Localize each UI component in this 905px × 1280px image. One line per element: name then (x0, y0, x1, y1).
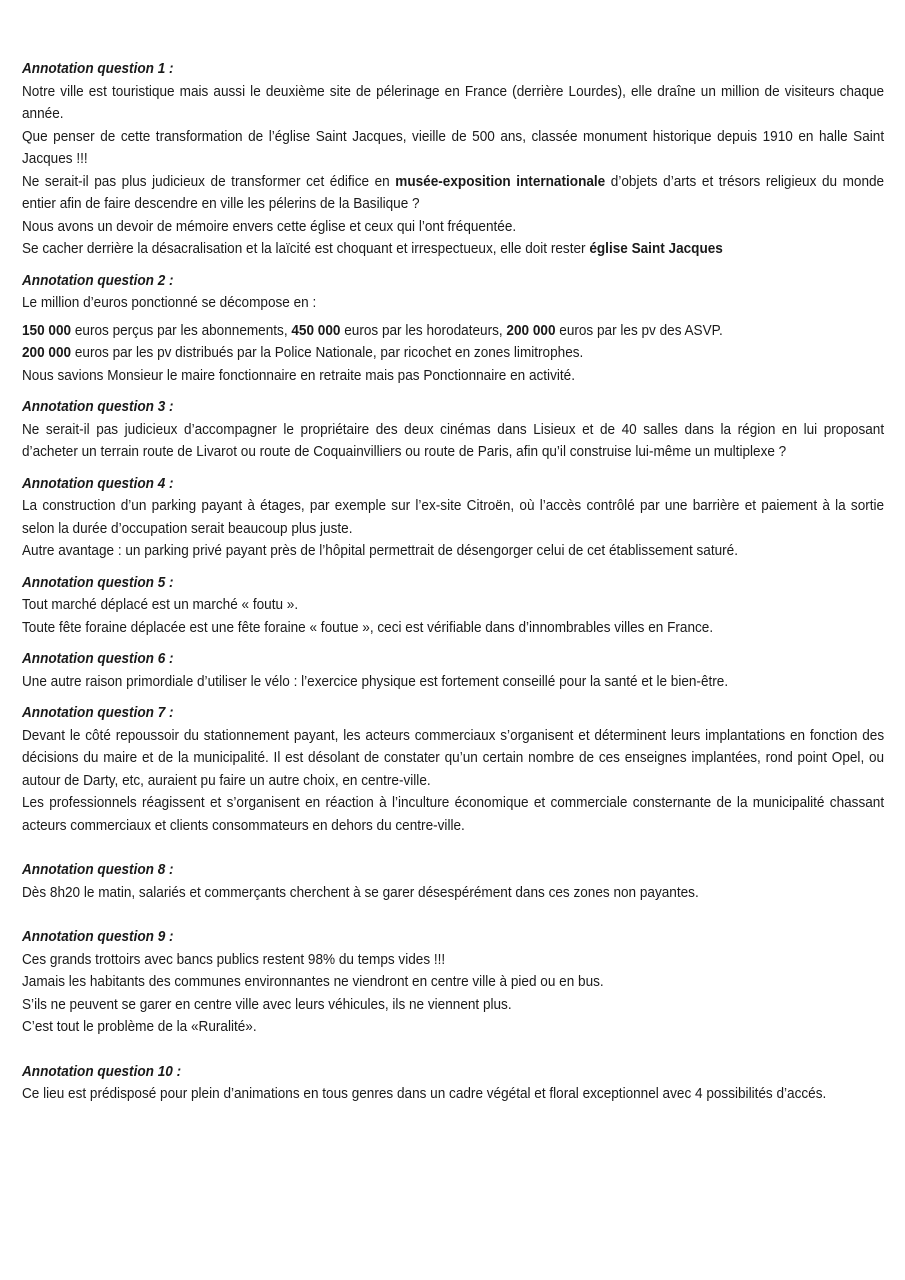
paragraph: S’ils ne peuvent se garer en centre ville avec leurs véhicules, ils ne viennent plus. (22, 996, 512, 1013)
annotation-heading: Annotation question 4 : (22, 475, 174, 492)
paragraph (22, 320, 884, 343)
annotation-4 (22, 473, 884, 563)
paragraph: Le million d’euros ponctionné se décompose en : (22, 295, 317, 311)
annotation-heading: Annotation question 8 : (22, 862, 174, 878)
paragraph: Une autre raison primordiale d’utiliser le vélo : l’exercice physique est fortement conseillé pour la santé et le bien-être. (22, 673, 729, 690)
paragraph: Dès 8h20 le matin, salariés et commerçants cherchent à se garer désespérément dans ces zones non payantes. (22, 884, 699, 901)
annotation-heading: Annotation question 9 : (22, 929, 174, 945)
paragraph: Devant le côté repoussoir du stationnement payant, les acteurs commerciaux s’organisent et déterminent leurs implantations en fonction des décisions du maire et de la municipalité. Il est désolant de constater qu’un certain nombre de ces enseignes implantées, rond point Opel, ou autour de Darty, etc, auraient pu faire un autre choix, en centre-ville. (22, 727, 885, 789)
annotation-heading: Annotation question 2 : (22, 272, 174, 289)
paragraph: Jamais les habitants des communes environnantes ne viendront en centre ville à pied ou en bus. (22, 974, 604, 990)
annotation-3 (22, 396, 884, 464)
annotation-8 (22, 859, 884, 904)
bold-amount: 200 000 (22, 345, 72, 361)
paragraph: Ne serait-il pas judicieux d’accompagner le propriétaire des deux cinémas dans Lisieux et de 40 salles dans la région en lui proposant d’acheter un terrain route de Livarot ou route de Coquainvilliers ou route de Paris, afin qu’il construise lui-même un multiplexe ? (22, 421, 885, 460)
annotation-1 (22, 58, 884, 261)
paragraph: Ces grands trottoirs avec bancs publics restent 98% du temps vides !!! (22, 951, 446, 968)
paragraph (22, 238, 884, 261)
text-run: euros perçus par les abonnements, (71, 322, 292, 339)
paragraph: Tout marché déplacé est un marché « foutu ». (22, 597, 299, 613)
annotation-heading: Annotation question 7 : (22, 705, 174, 721)
annotation-heading: Annotation question 6 : (22, 651, 174, 667)
text-run: euros par les pv distribués par la Police Nationale, par ricochet en zones limitrophes. (71, 345, 584, 361)
paragraph: Autre avantage : un parking privé payant près de l’hôpital permettrait de désengorger celui de cet établissement saturé. (22, 543, 738, 559)
bold-text: église Saint Jacques (589, 241, 723, 257)
text-run: euros par les horodateurs, (340, 322, 507, 339)
paragraph (22, 171, 884, 216)
bold-amount: 200 000 (506, 322, 556, 339)
paragraph: C’est tout le problème de la «Ruralité». (22, 1019, 257, 1035)
bold-amount: 150 000 (22, 322, 72, 339)
text-run: d’objets d’arts et trésors religieux du monde entier afin de faire descendre en ville les pélerins de la Basilique ? (22, 173, 885, 212)
annotation-5 (22, 572, 884, 640)
paragraph: Que penser de cette transformation de l’église Saint Jacques, vieille de 500 ans, classée monument historique depuis 1910 en halle Saint Jacques !!! (22, 128, 885, 167)
text-run: Ne serait-il pas plus judicieux de transformer cet édifice en (22, 173, 396, 190)
paragraph: Notre ville est touristique mais aussi le deuxième site de pélerinage en France (derrière Lourdes), elle draîne un million de visiteurs chaque année. (22, 83, 885, 122)
paragraph: Les professionnels réagissent et s’organisent en réaction à l’inculture économique et commerciale consternante de la municipalité chassant acteurs commerciaux et clients consommateurs en dehors du centre-ville. (22, 795, 885, 834)
paragraph: Nous avons un devoir de mémoire envers cette église et ceux qui l’ont fréquentée. (22, 218, 517, 235)
text-run: euros par les pv des ASVP. (555, 322, 723, 339)
bold-text: musée-exposition internationale (395, 173, 606, 190)
annotation-2 (22, 270, 884, 388)
annotation-heading: Annotation question 10 : (22, 1063, 182, 1080)
annotation-heading: Annotation question 1 : (22, 61, 174, 77)
paragraph: Nous savions Monsieur le maire fonctionnaire en retraite mais pas Ponctionnaire en activité. (22, 367, 575, 384)
paragraph: Toute fête foraine déplacée est une fête foraine « foutue », ceci est vérifiable dans d’innombrables villes en France. (22, 619, 714, 636)
annotation-9 (22, 926, 884, 1039)
paragraph: Ce lieu est prédisposé pour plein d’animations en tous genres dans un cadre végétal et floral exceptionnel avec 4 possibilités d’accés. (22, 1086, 827, 1102)
bold-amount: 450 000 (291, 322, 341, 339)
annotation-10 (22, 1061, 884, 1106)
annotation-7 (22, 702, 884, 837)
annotation-heading: Annotation question 3 : (22, 399, 174, 415)
text-run: Se cacher derrière la désacralisation et la laïcité est choquant et irrespectueux, elle doit rester (22, 241, 590, 257)
paragraph (22, 342, 884, 365)
document-page (22, 58, 884, 1106)
annotation-6 (22, 648, 884, 693)
paragraph: La construction d’un parking payant à étages, par exemple sur l’ex-site Citroën, où l’accès contrôlé par une barrière et paiement à la sortie selon la durée d’occupation serait beaucoup plus juste. (22, 498, 885, 537)
annotation-heading: Annotation question 5 : (22, 574, 174, 591)
